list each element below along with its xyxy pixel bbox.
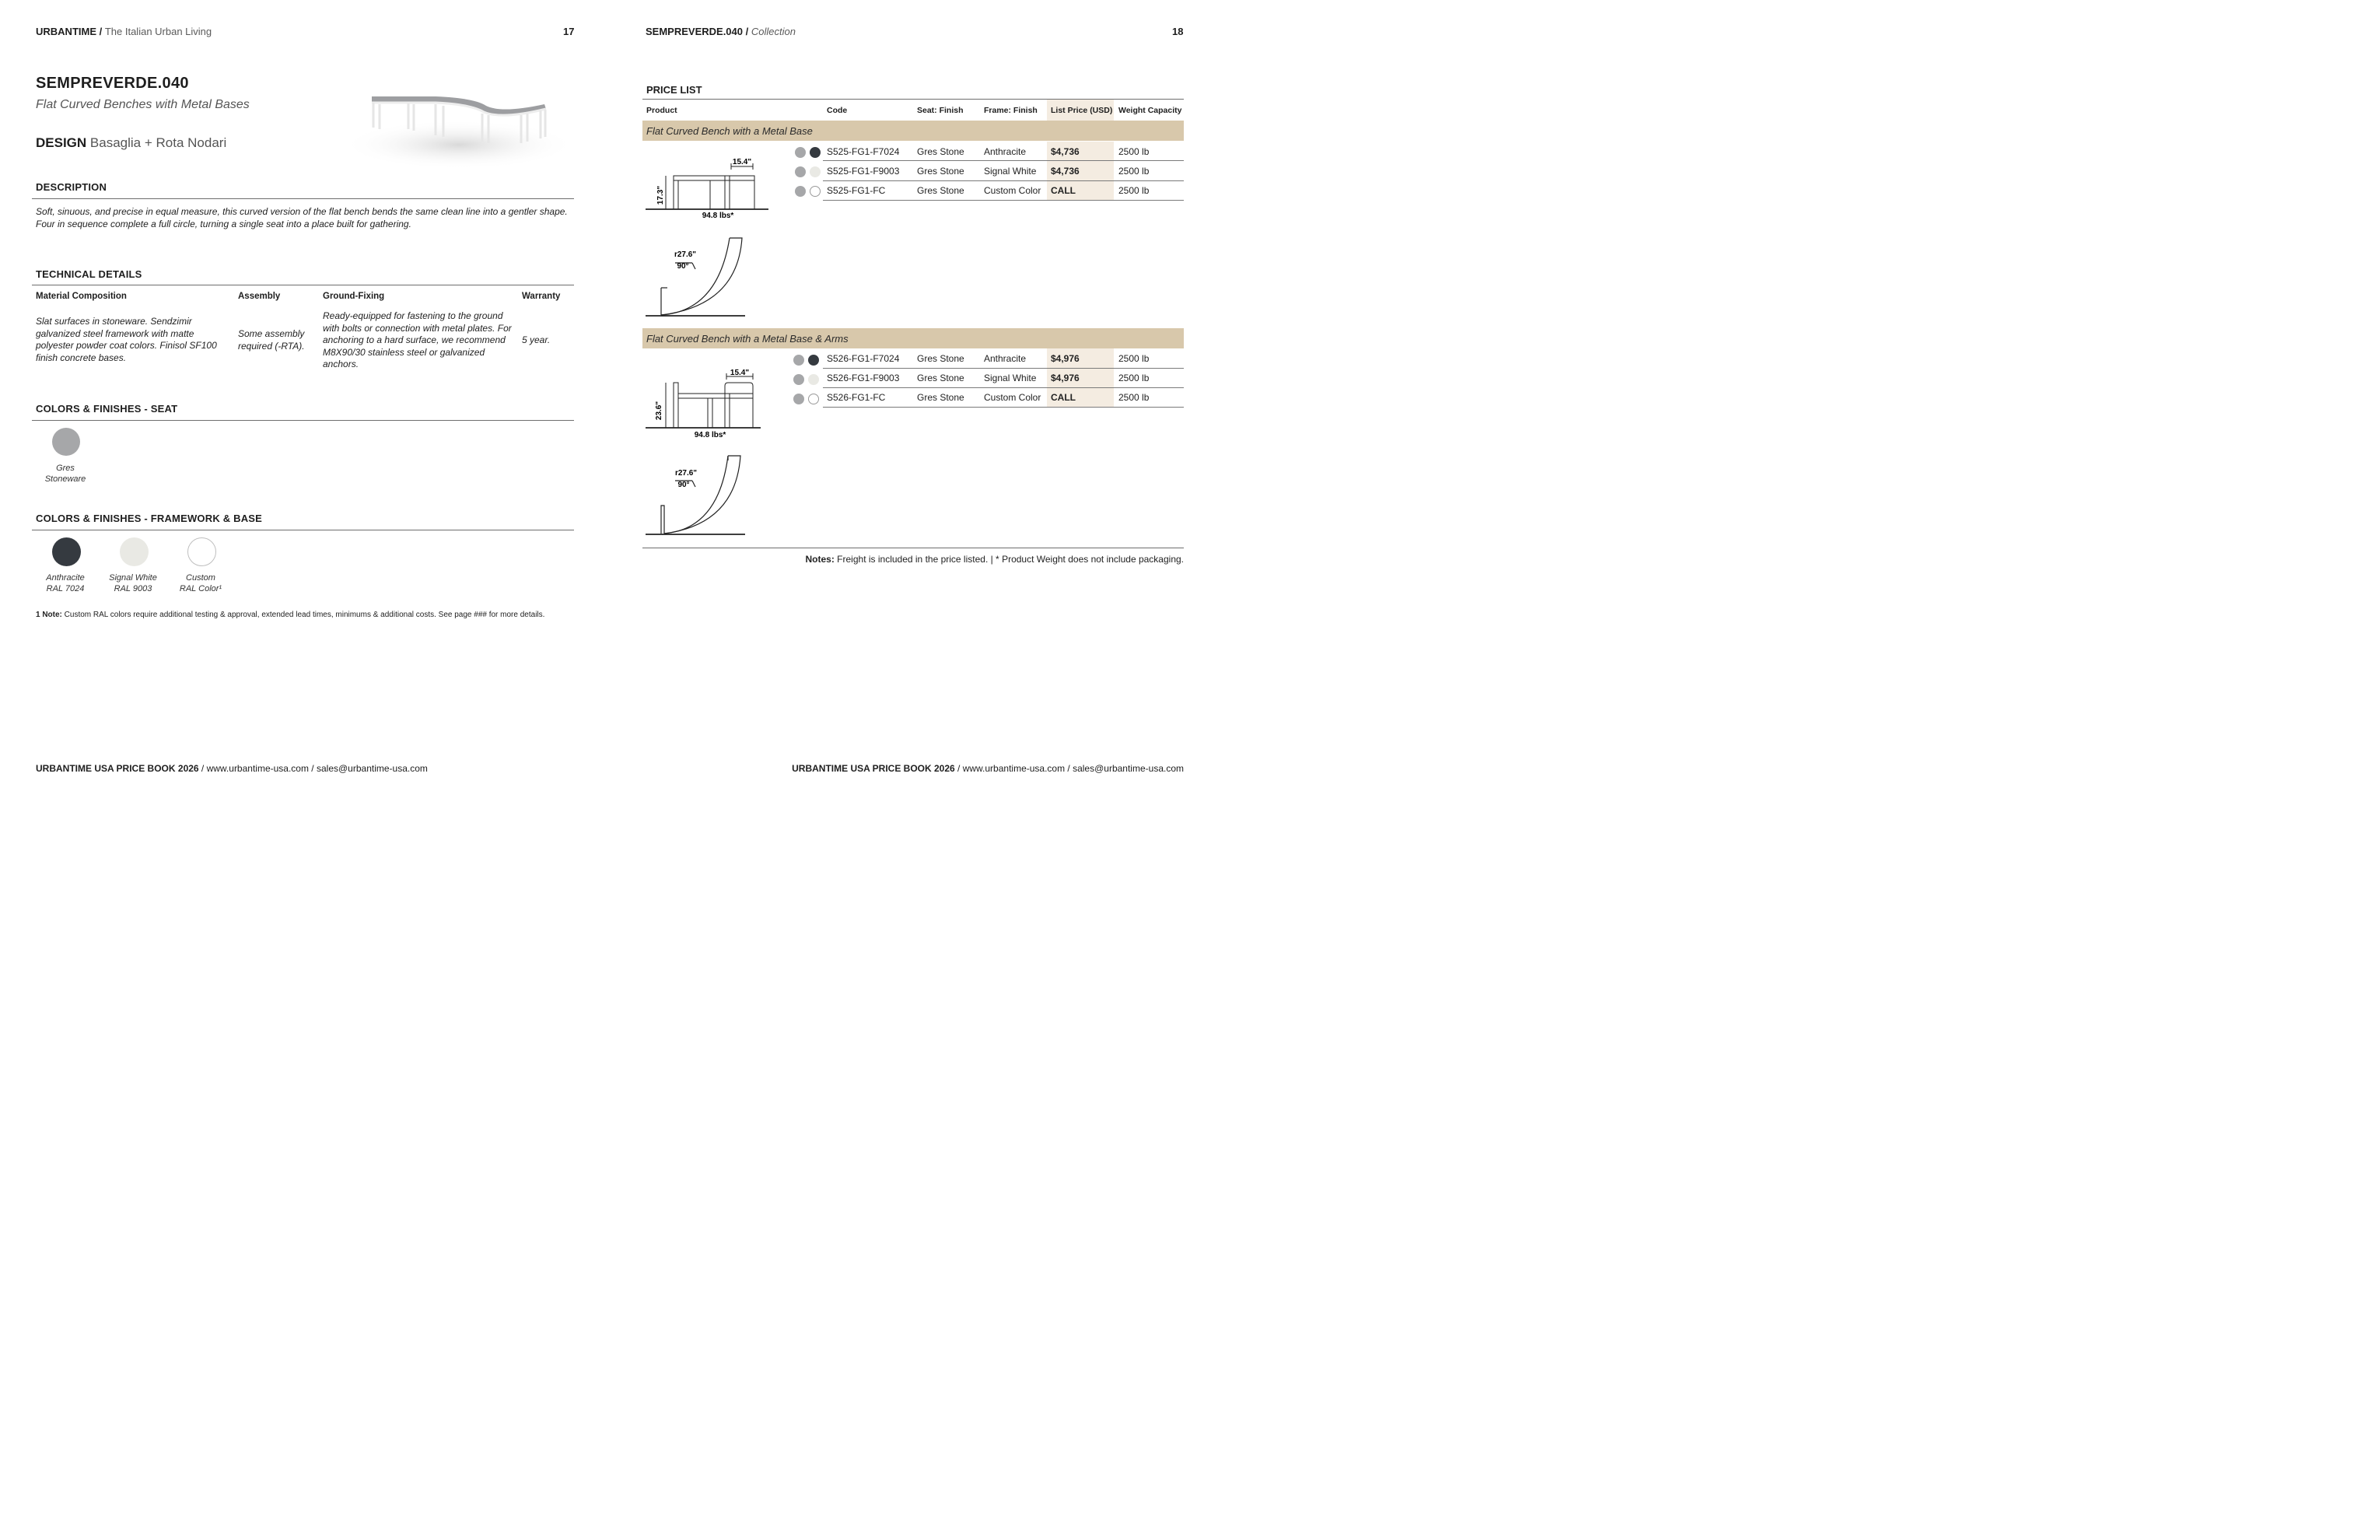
signal-white-swatch <box>120 537 149 566</box>
frame-color-dot <box>810 186 821 197</box>
weight-capacity: 2500 lb <box>1118 185 1150 196</box>
weight-capacity: 2500 lb <box>1118 146 1150 157</box>
col-header-product: Product <box>646 106 677 115</box>
custom-color-swatch <box>187 537 216 566</box>
material-line: polyester powder coat colors. Finisol SF100 <box>36 340 217 351</box>
gres-stoneware-caption <box>34 463 96 485</box>
swatch-caption-line: Custom <box>186 573 215 583</box>
frame-color-dot <box>810 166 821 177</box>
list-price: CALL <box>1051 185 1076 196</box>
group-rows-metal-base <box>793 142 1184 202</box>
note-label: 1 Note: <box>36 611 62 619</box>
product-subtitle: Flat Curved Benches with Metal Bases <box>36 98 250 111</box>
product-code: S525-FG1-F7024 <box>827 146 900 157</box>
assembly-text <box>238 328 316 352</box>
warranty-text: 5 year. <box>522 334 551 345</box>
notes-label: Notes: <box>805 554 835 565</box>
right-page-header <box>646 26 796 37</box>
footer-contact: / www.urbantime-usa.com / sales@urbantime-usa.com <box>954 763 1184 774</box>
seat-color-dot <box>793 355 804 366</box>
product-code: S526-FG1-F9003 <box>827 373 900 383</box>
anthracite-swatch <box>52 537 81 566</box>
material-line: galvanized steel framework with matte <box>36 327 194 339</box>
bench-weight: 94.8 lbs* <box>702 212 734 220</box>
frame-finish: Custom Color <box>984 185 1041 196</box>
description-line-1: Soft, sinuous, and precise in equal measure, this curved version of the flat bench bends the same clean line into a gentler shape. <box>36 206 568 217</box>
assembly-line: Some assembly <box>238 328 305 339</box>
collection-name: SEMPREVERDE.040 <box>646 26 743 37</box>
weight-capacity: 2500 lb <box>1118 353 1150 364</box>
frame-colors-title: COLORS & FINISHES - FRAMEWORK & BASE <box>36 513 263 524</box>
product-title: SEMPREVERDE.040 <box>36 75 189 92</box>
swatch-caption-line: RAL 7024 <box>46 584 85 593</box>
custom-color-caption <box>170 572 232 594</box>
frame-color-dot <box>808 394 819 404</box>
tech-header-assembly: Assembly <box>238 292 281 301</box>
designer-names: Basaglia + Rota Nodari <box>89 135 227 150</box>
frame-color-dot <box>808 355 819 366</box>
group-rows-metal-base-arms <box>792 348 1184 409</box>
tech-header-ground-fixing: Ground-Fixing <box>323 292 385 301</box>
curve-radius-dimension: r27.6" <box>674 250 697 259</box>
right-footer <box>792 763 1184 774</box>
seat-color-dot <box>793 394 804 404</box>
bench-plan-view-drawing <box>644 232 753 320</box>
seat-height-dimension: 17.3" <box>656 185 665 205</box>
frame-finish: Anthracite <box>984 353 1027 364</box>
frame-finish: Anthracite <box>984 146 1027 157</box>
weight-capacity: 2500 lb <box>1118 166 1150 177</box>
material-line: finish concrete bases. <box>36 352 127 363</box>
group-title: Flat Curved Bench with a Metal Base <box>646 125 813 137</box>
product-code: S526-FG1-F7024 <box>827 353 900 364</box>
footer-title: URBANTIME USA PRICE BOOK 2026 <box>36 763 199 774</box>
row-divider <box>823 180 1184 181</box>
header-separator: / <box>743 26 751 37</box>
swatch-caption-line: RAL Color¹ <box>179 584 222 593</box>
group-band-metal-base-arms <box>642 328 1184 348</box>
ground-fixing-line: anchoring to a hard surface, we recommend <box>323 334 506 345</box>
seat-color-dot <box>795 166 806 177</box>
row-divider <box>823 200 1184 201</box>
product-code: S526-FG1-FC <box>827 392 886 403</box>
row-divider <box>823 160 1184 161</box>
weight-capacity: 2500 lb <box>1118 392 1150 403</box>
row-divider <box>823 368 1184 369</box>
weight-capacity: 2500 lb <box>1118 373 1150 383</box>
row-divider <box>823 407 1184 408</box>
seat-color-dot <box>795 147 806 158</box>
price-notes <box>806 554 1185 565</box>
row-divider <box>823 387 1184 388</box>
material-composition-text <box>36 316 230 364</box>
seat-color-dot <box>795 186 806 197</box>
swatch-caption-line: Stoneware <box>44 474 86 484</box>
seat-depth-dimension: 15.4" <box>730 369 750 377</box>
group-title: Flat Curved Bench with a Metal Base & Arms <box>646 333 849 345</box>
note-text: Custom RAL colors require additional testing & approval, extended lead times, minimums & additional costs. See page ### for more details. <box>61 611 545 619</box>
frame-finish: Signal White <box>984 166 1037 177</box>
anthracite-caption <box>34 572 96 594</box>
page-number-right: 18 <box>1172 26 1184 37</box>
col-header-seat-finish: Seat: Finish <box>917 106 964 115</box>
left-footer <box>36 763 428 774</box>
ground-fixing-text <box>323 310 521 371</box>
signal-white-caption <box>102 572 164 594</box>
material-line: Slat surfaces in stoneware. Sendzimir <box>36 316 192 327</box>
notes-text: Freight is included in the price listed. | * Product Weight does not include packaging. <box>834 554 1184 565</box>
designer-credit <box>36 135 226 151</box>
seat-finish: Gres Stone <box>917 146 964 157</box>
technical-details-title: TECHNICAL DETAILS <box>36 268 142 280</box>
collection-label: Collection <box>751 26 796 37</box>
seat-finish: Gres Stone <box>917 392 964 403</box>
tech-header-material: Material Composition <box>36 292 127 301</box>
brand-tagline: The Italian Urban Living <box>104 26 212 37</box>
bench-product-image <box>342 81 576 174</box>
price-list-title: PRICE LIST <box>646 84 702 96</box>
seat-colors-title: COLORS & FINISHES - SEAT <box>36 403 178 415</box>
seat-finish: Gres Stone <box>917 373 964 383</box>
ground-fixing-line: M8X90/30 stainless steel or galvanized <box>323 346 485 358</box>
product-code: S525-FG1-FC <box>827 185 886 196</box>
description-divider <box>32 198 574 199</box>
tech-header-warranty: Warranty <box>522 292 561 301</box>
brand-name: URBANTIME <box>36 26 96 37</box>
description-title: DESCRIPTION <box>36 181 107 193</box>
bench-arms-side-elevation-drawing <box>644 366 776 443</box>
header-separator: / <box>96 26 105 37</box>
curve-radius-dimension: r27.6" <box>674 469 698 478</box>
frame-finish: Signal White <box>984 373 1037 383</box>
bench-weight: 94.8 lbs* <box>694 431 726 439</box>
col-header-frame-finish: Frame: Finish <box>984 106 1038 115</box>
description-line-2: Four in sequence complete a full circle, turning a single seat into a place built for gathering. <box>36 218 411 229</box>
swatch-caption-line: RAL 9003 <box>114 584 152 593</box>
group-band-metal-base <box>642 121 1184 141</box>
footer-contact: / www.urbantime-usa.com / sales@urbantime-usa.com <box>198 763 428 774</box>
ground-fixing-line: with bolts or connection with metal plates. For <box>323 322 512 334</box>
left-page-header <box>36 26 212 37</box>
col-header-weight-capacity: Weight Capacity <box>1118 106 1182 115</box>
ground-fixing-line: Ready-equipped for fastening to the ground <box>323 310 503 321</box>
seat-finish: Gres Stone <box>917 166 964 177</box>
footer-title: URBANTIME USA PRICE BOOK 2026 <box>792 763 955 774</box>
swatch-caption-line: Anthracite <box>46 573 85 583</box>
seat-depth-dimension: 15.4" <box>732 158 752 166</box>
design-label: DESIGN <box>36 135 87 150</box>
list-price: $4,976 <box>1051 373 1080 383</box>
swatch-caption-line: Signal White <box>109 573 157 583</box>
list-price: $4,736 <box>1051 166 1080 177</box>
seat-colors-divider <box>32 420 574 421</box>
description-text <box>36 206 572 230</box>
seat-finish: Gres Stone <box>917 185 964 196</box>
custom-ral-note <box>36 611 544 619</box>
list-price: CALL <box>1051 392 1076 403</box>
ground-fixing-line: anchors. <box>323 359 359 369</box>
seat-height-dimension: 23.6" <box>655 401 663 421</box>
frame-finish: Custom Color <box>984 392 1041 403</box>
list-price: $4,976 <box>1051 353 1080 364</box>
col-header-code: Code <box>827 106 848 115</box>
product-code: S525-FG1-F9003 <box>827 166 900 177</box>
bench-arms-plan-view-drawing <box>644 451 753 538</box>
curve-angle-dimension: 90° <box>677 262 689 271</box>
frame-color-dot <box>808 374 819 385</box>
swatch-caption-line: Gres <box>56 464 75 473</box>
seat-finish: Gres Stone <box>917 353 964 364</box>
page-number-left: 17 <box>563 26 575 37</box>
assembly-line: required (-RTA). <box>238 340 305 352</box>
gres-stoneware-swatch <box>52 428 80 456</box>
seat-color-dot <box>793 374 804 385</box>
frame-color-dot <box>810 147 821 158</box>
col-header-list-price: List Price (USD) <box>1051 106 1113 115</box>
list-price: $4,736 <box>1051 146 1080 157</box>
bench-side-elevation-drawing <box>644 152 784 226</box>
curve-angle-dimension: 90° <box>677 481 690 489</box>
